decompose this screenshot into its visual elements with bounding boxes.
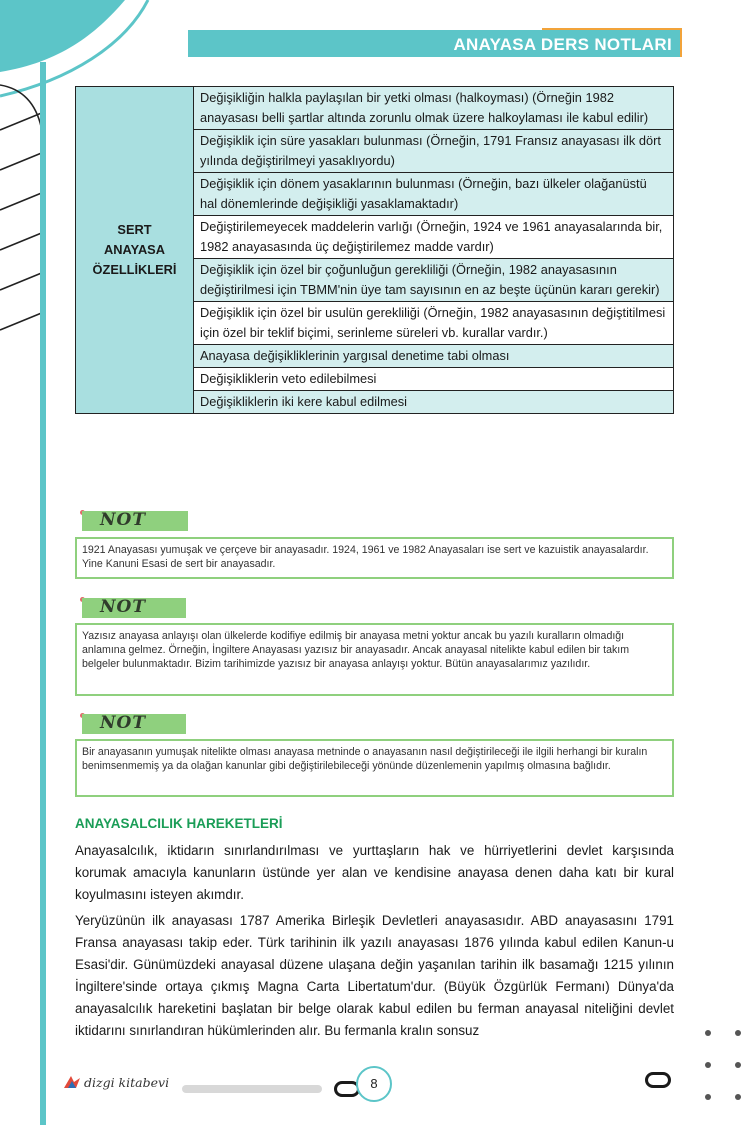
table-cell: Değişiklik için özel bir usulün gerekliliği (Örneğin, 1982 anayasasının değiştitilmesi için özel bir teklif biçimi, serinleme süreleri vb. kurallar vardır.) — [194, 302, 674, 345]
row-header-line: ANAYASA — [104, 242, 165, 257]
table-cell: Anayasa değişikliklerinin yargısal denetime tabi olması — [194, 345, 674, 368]
table-cell: Değişikliklerin iki kere kabul edilmesi — [194, 391, 674, 414]
note-box: Yazısız anayasa anlayışı olan ülkelerde kodifiye edilmiş bir anayasa metni yoktur ancak bu yazılı kuralların olmadığı anlamına gelmez. Örneğin, İngiltere Anayasası yazısız bir anayasadır. Ancak anayasal nitelikte kabul edilen bir takım belgeler bulunmaktadır. Bizim tarihimizde yazısız bir anayasa anlayışı yoktur. Bütün anayasalarımız yazılıdır. — [75, 623, 674, 696]
publisher-name: dizgi kitabevi — [84, 1075, 170, 1090]
publisher-logo-icon — [62, 1074, 82, 1090]
table-cell: Değişiklik için dönem yasaklarının bulunması (Örneğin, bazı ülkeler olağanüstü hal dönemlerinde değişikliği yasaklamaktadır) — [194, 173, 674, 216]
dot-decoration — [735, 1094, 741, 1100]
note-box: 1921 Anayasası yumuşak ve çerçeve bir anayasadır. 1924, 1961 ve 1982 Anayasaları ise sert ve kazuistik anayasalardır. Yine Kanuni Esasi de sert bir anayasadır. — [75, 537, 674, 579]
row-header-line: SERT — [117, 222, 152, 237]
paragraph: Yeryüzünün ilk anayasası 1787 Amerika Birleşik Devletleri anayasasıdır. ABD anayasasını 1791 Fransa anayasası takip eder. Türk tarihinin ilk yazılı anayasası 1876 yılında kabul edilen Kanun-u Esasi'dir. Günümüzdeki anayasal düzene ulaşana değin yaşanılan tarihin ilk basamağı 1215 yılının İngiltere'sinde ortaya çıkmış Magna Carta Libertatum'dur. (Büyük Özgürlük Fermanı) Dünya'da anayasalcılık hareketini başlatan bir belge olarak kabul edilen bu ferman anayasal niteliğini devlet iktidarını sınırlandıran hükümlerinden alır. Bu fermanla kralın sonsuz — [75, 913, 674, 1038]
table-cell: Değişiklik için süre yasakları bulunması (Örneğin, 1791 Fransız anayasası ilk dört yılında değiştirilmeyi yasaklıyordu) — [194, 130, 674, 173]
footer-line — [182, 1085, 322, 1093]
note-label: NOT — [100, 510, 146, 530]
sert-anayasa-table — [75, 86, 674, 414]
note-label: NOT — [100, 597, 146, 617]
paragraph: Anayasalcılık, iktidarın sınırlandırılması ve yurttaşların hak ve hürriyetlerini devlet karşısında korumak amacıyla kanunların üstünde yer alan ve kendisine anayasa denen daha katı bir kural koyulmasını isteyen akımdır. — [75, 843, 674, 902]
dot-decoration — [705, 1094, 711, 1100]
page-title: ANAYASA DERS NOTLARI — [453, 35, 672, 54]
table-cell: Değişiklik için özel bir çoğunluğun gerekliliği (Örneğin, 1982 anayasasının değiştirilmesi için TBMM'nin üye tam sayısının en az beşte üçünün kararı gerekir) — [194, 259, 674, 302]
table-row-header — [76, 87, 194, 414]
note-label: NOT — [100, 713, 146, 733]
dot-decoration — [735, 1062, 741, 1068]
table-cell: Değişikliklerin veto edilebilmesi — [194, 368, 674, 391]
note-tag — [82, 511, 188, 531]
left-accent-bar — [40, 62, 46, 1125]
dot-decoration — [735, 1030, 741, 1036]
note-tag — [82, 714, 186, 734]
section-title: ANAYASALCILIK HAREKETLERİ — [75, 816, 283, 831]
table-cell: Değiştirilemeyecek maddelerin varlığı (Örneğin, 1924 ve 1961 anayasalarında bir, 1982 anayasasında üç değiştirilemez madde vardır) — [194, 216, 674, 259]
pill-decoration — [645, 1072, 671, 1088]
note-tag — [82, 598, 186, 618]
left-stripes-decoration — [0, 70, 60, 430]
dot-decoration — [705, 1062, 711, 1068]
table-cell: Değişikliğin halkla paylaşılan bir yetki olması (halkoyması) (Örneğin 1982 anayasası belli şartlar altında zorunlu olmak üzere halkoylaması ile kabul edilir) — [194, 87, 674, 130]
note-box: Bir anayasanın yumuşak nitelikte olması anayasa metninde o anayasanın nasıl değiştirileceği ile ilgili herhangi bir kuralın benimsenmemiş ya da olağan kanunlar gibi değiştirilebileceği yönünde düzenlemenin yapılmış olmasına bağlıdır. — [75, 739, 674, 797]
dot-decoration — [705, 1030, 711, 1036]
table-row — [76, 87, 674, 130]
page-number: 8 — [356, 1066, 392, 1102]
row-header-line: ÖZELLİKLERİ — [92, 262, 177, 277]
